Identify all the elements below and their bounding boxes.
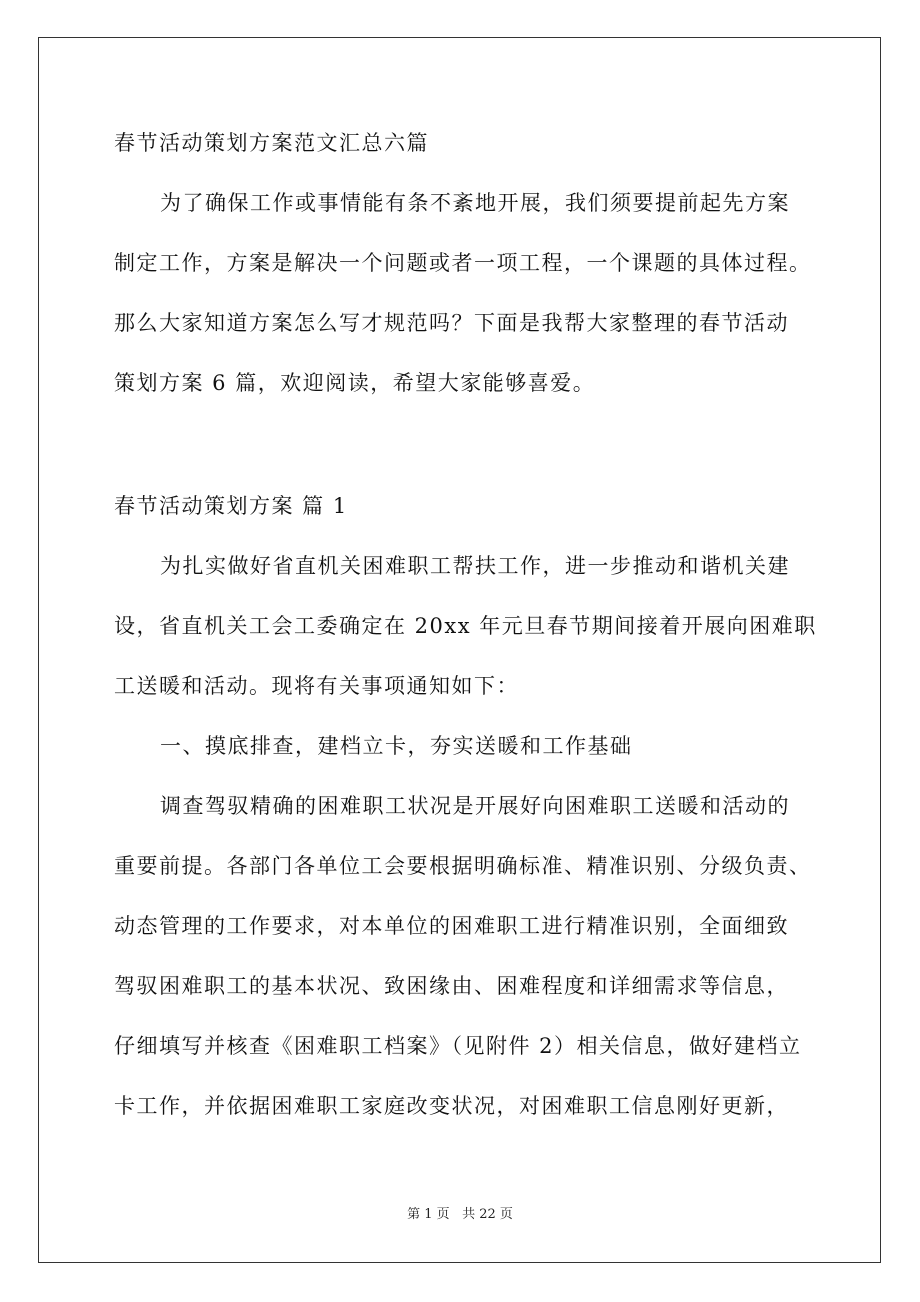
section-line-8: 驾驭困难职工的基本状况、致困缘由、困难程度和详细需求等信息， <box>114 974 789 998</box>
page-total: 共 22 页 <box>462 1207 513 1222</box>
section-subheading: 一、摸底排查，建档立卡，夯实送暖和工作基础 <box>160 734 633 758</box>
section-line-5: 调查驾驭精确的困难职工状况是开展好向困难职工送暖和活动的 <box>160 794 790 818</box>
section-line-1: 为扎实做好省直机关困难职工帮扶工作，进一步推动和谐机关建 <box>160 554 790 578</box>
page-number: 第 1 页 <box>407 1207 450 1222</box>
section-heading: 春节活动策划方案 篇 1 <box>114 494 348 518</box>
section-line-10: 卡工作，并依据困难职工家庭改变状况，对困难职工信息刚好更新， <box>114 1094 789 1118</box>
intro-line-4: 策划方案 6 篇，欢迎阅读，希望大家能够喜爱。 <box>114 371 596 395</box>
section-line-9: 仔细填写并核查《困难职工档案》（见附件 2）相关信息，做好建档立 <box>114 1034 802 1058</box>
intro-line-1: 为了确保工作或事情能有条不紊地开展，我们须要提前起先方案 <box>160 191 790 215</box>
section-line-7: 动态管理的工作要求，对本单位的困难职工进行精准识别，全面细致 <box>114 914 789 938</box>
document-title: 春节活动策划方案范文汇总六篇 <box>114 131 429 155</box>
section-line-2: 设，省直机关工会工委确定在 20xx 年元旦春节期间接着开展向困难职 <box>114 614 817 638</box>
intro-line-2: 制定工作，方案是解决一个问题或者一项工程，一个课题的具体过程。 <box>114 251 812 275</box>
page-frame <box>38 37 881 1263</box>
section-line-6: 重要前提。各部门各单位工会要根据明确标准、精准识别、分级负责、 <box>114 854 812 878</box>
page-footer <box>0 1206 920 1224</box>
section-line-3: 工送暖和活动。现将有关事项通知如下： <box>114 674 519 698</box>
intro-line-3: 那么大家知道方案怎么写才规范吗？下面是我帮大家整理的春节活动 <box>114 311 789 335</box>
